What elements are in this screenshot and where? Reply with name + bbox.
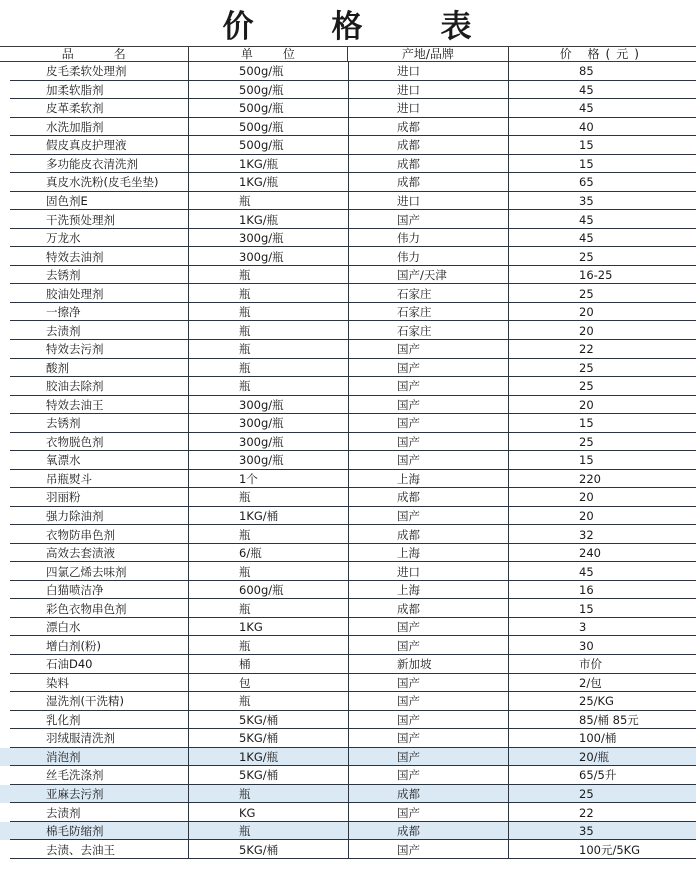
product-origin: 国产 (348, 840, 508, 859)
product-price: 240 (508, 544, 696, 563)
product-unit: 1个 (188, 470, 348, 489)
table-row (0, 451, 696, 470)
price-table-body (0, 62, 696, 859)
product-name: 去渍、去油王 (46, 842, 115, 857)
product-name: 石油D40 (46, 657, 93, 672)
product-unit: 500g/瓶 (188, 62, 348, 81)
product-name: 乳化剂 (46, 712, 81, 727)
product-name: 真皮水洗粉(皮毛坐垫) (46, 175, 159, 190)
product-unit: 瓶 (188, 692, 348, 711)
product-name: 羽丽粉 (46, 490, 81, 505)
product-name: 羽绒服清洗剂 (46, 731, 115, 746)
product-price: 32 (508, 525, 696, 544)
product-name: 丝毛洗涤剂 (46, 768, 104, 783)
product-name: 假皮真皮护理液 (46, 138, 127, 153)
product-name: 吊瓶熨斗 (46, 471, 92, 486)
product-name: 去渍剂 (46, 323, 81, 338)
table-row (0, 766, 696, 785)
table-row (0, 99, 696, 118)
product-origin: 国产 (348, 729, 508, 748)
product-origin: 成都 (348, 785, 508, 804)
product-origin: 成都 (348, 173, 508, 192)
table-row (0, 396, 696, 415)
product-price: 15 (508, 599, 696, 618)
table-row (0, 803, 696, 822)
product-name: 增白剂(粉) (46, 638, 101, 653)
product-unit: 瓶 (188, 636, 348, 655)
table-row (0, 433, 696, 452)
product-origin: 国产/天津 (348, 266, 508, 285)
product-name: 高效去套渍液 (46, 546, 115, 561)
product-unit: 300g/瓶 (188, 396, 348, 415)
product-origin: 国产 (348, 433, 508, 452)
product-price: 45 (508, 99, 696, 118)
product-unit: 瓶 (188, 359, 348, 378)
product-origin: 国产 (348, 340, 508, 359)
product-unit: 瓶 (188, 284, 348, 303)
product-price: 100元/5KG (508, 840, 696, 859)
product-unit: 瓶 (188, 562, 348, 581)
product-unit: 瓶 (188, 599, 348, 618)
table-row (0, 173, 696, 192)
product-origin: 成都 (348, 599, 508, 618)
product-name: 干洗预处理剂 (46, 212, 115, 227)
table-row (0, 247, 696, 266)
product-origin: 石家庄 (348, 303, 508, 322)
table-row (0, 118, 696, 137)
product-name: 衣物脱色剂 (46, 434, 104, 449)
product-unit: 500g/瓶 (188, 81, 348, 100)
product-name: 棉毛防缩剂 (46, 824, 104, 839)
product-unit: 5KG/桶 (188, 766, 348, 785)
product-name: 去锈剂 (46, 268, 81, 283)
header-price: 价 格(元) (508, 47, 696, 61)
product-price: 15 (508, 451, 696, 470)
product-name: 强力除油剂 (46, 509, 104, 524)
product-name: 皮革柔软剂 (46, 101, 104, 116)
product-unit: 瓶 (188, 192, 348, 211)
product-origin: 上海 (348, 544, 508, 563)
product-unit: 瓶 (188, 266, 348, 285)
product-origin: 进口 (348, 81, 508, 100)
table-row (0, 655, 696, 674)
product-origin: 国产 (348, 507, 508, 526)
table-row (0, 599, 696, 618)
product-name: 万龙水 (46, 231, 81, 246)
product-price: 100/桶 (508, 729, 696, 748)
table-header (0, 46, 696, 62)
product-price: 20/瓶 (508, 748, 696, 767)
product-origin: 成都 (348, 822, 508, 841)
product-origin: 国产 (348, 451, 508, 470)
product-origin: 石家庄 (348, 321, 508, 340)
product-unit: 1KG/桶 (188, 507, 348, 526)
table-row (0, 618, 696, 637)
product-origin: 成都 (348, 525, 508, 544)
product-name: 消泡剂 (46, 749, 81, 764)
table-row (0, 229, 696, 248)
product-name: 氧漂水 (46, 453, 81, 468)
product-price: 30 (508, 636, 696, 655)
product-unit: KG (188, 803, 348, 822)
product-origin: 进口 (348, 62, 508, 81)
product-unit: 500g/瓶 (188, 99, 348, 118)
table-row (0, 266, 696, 285)
table-row (0, 284, 696, 303)
product-price: 25 (508, 377, 696, 396)
table-row (0, 507, 696, 526)
table-row (0, 155, 696, 174)
table-row (0, 359, 696, 378)
table-row (0, 340, 696, 359)
product-price: 45 (508, 229, 696, 248)
product-origin: 伟力 (348, 229, 508, 248)
product-price: 65/5升 (508, 766, 696, 785)
product-price: 15 (508, 155, 696, 174)
table-row (0, 81, 696, 100)
product-unit: 300g/瓶 (188, 414, 348, 433)
product-origin: 国产 (348, 396, 508, 415)
product-origin: 国产 (348, 618, 508, 637)
product-name: 去渍剂 (46, 805, 81, 820)
product-name: 固色剂E (46, 193, 88, 208)
product-name: 去锈剂 (46, 416, 81, 431)
table-row (0, 692, 696, 711)
product-unit: 瓶 (188, 340, 348, 359)
table-row (0, 470, 696, 489)
product-origin: 进口 (348, 192, 508, 211)
product-origin: 石家庄 (348, 284, 508, 303)
product-unit: 300g/瓶 (188, 433, 348, 452)
product-origin: 国产 (348, 692, 508, 711)
product-name: 一擦净 (46, 305, 81, 320)
product-name: 皮毛柔软处理剂 (46, 64, 127, 79)
table-row (0, 377, 696, 396)
table-row (0, 562, 696, 581)
product-origin: 国产 (348, 766, 508, 785)
table-row (0, 488, 696, 507)
product-price: 15 (508, 136, 696, 155)
product-origin: 国产 (348, 414, 508, 433)
table-row (0, 785, 696, 804)
table-row (0, 544, 696, 563)
product-unit: 瓶 (188, 321, 348, 340)
product-price: 22 (508, 340, 696, 359)
product-price: 85 (508, 62, 696, 81)
product-unit: 1KG/瓶 (188, 155, 348, 174)
table-row (0, 636, 696, 655)
table-row (0, 748, 696, 767)
product-unit: 瓶 (188, 822, 348, 841)
product-unit: 500g/瓶 (188, 118, 348, 137)
product-price: 16 (508, 581, 696, 600)
product-unit: 1KG/瓶 (188, 210, 348, 229)
product-unit: 瓶 (188, 525, 348, 544)
product-unit: 包 (188, 674, 348, 693)
product-name: 湿洗剂(干洗精) (46, 694, 124, 709)
product-name: 白猫喷洁净 (46, 583, 104, 598)
product-price: 20 (508, 303, 696, 322)
product-price: 85/桶 85元 (508, 711, 696, 730)
title-char-1: 价 (222, 8, 256, 45)
table-row (0, 840, 696, 859)
table-row (0, 729, 696, 748)
product-unit: 1KG/瓶 (188, 748, 348, 767)
product-name: 酸剂 (46, 360, 69, 375)
product-unit: 6/瓶 (188, 544, 348, 563)
product-unit: 500g/瓶 (188, 136, 348, 155)
table-row (0, 674, 696, 693)
product-unit: 瓶 (188, 377, 348, 396)
product-origin: 进口 (348, 562, 508, 581)
product-unit: 瓶 (188, 303, 348, 322)
product-name: 漂白水 (46, 620, 81, 635)
table-row (0, 136, 696, 155)
table-row (0, 210, 696, 229)
table-row (0, 321, 696, 340)
product-name: 四氯乙烯去味剂 (46, 564, 127, 579)
header-unit: 单位 (188, 47, 348, 61)
product-price: 16-25 (508, 266, 696, 285)
product-origin: 伟力 (348, 247, 508, 266)
table-row (0, 581, 696, 600)
product-price: 220 (508, 470, 696, 489)
product-unit: 5KG/桶 (188, 711, 348, 730)
product-price: 35 (508, 822, 696, 841)
table-row (0, 525, 696, 544)
table-row (0, 822, 696, 841)
product-price: 45 (508, 81, 696, 100)
product-origin: 国产 (348, 636, 508, 655)
product-unit: 300g/瓶 (188, 229, 348, 248)
product-price: 20 (508, 396, 696, 415)
product-origin: 上海 (348, 581, 508, 600)
product-price: 25 (508, 247, 696, 266)
product-price: 2/包 (508, 674, 696, 693)
product-price: 15 (508, 414, 696, 433)
header-origin: 产地/品牌 (347, 47, 507, 61)
product-price: 22 (508, 803, 696, 822)
product-origin: 上海 (348, 470, 508, 489)
product-unit: 1KG (188, 618, 348, 637)
product-name: 加柔软脂剂 (46, 82, 104, 97)
product-origin: 成都 (348, 118, 508, 137)
product-name: 衣物防串色剂 (46, 527, 115, 542)
product-unit: 瓶 (188, 785, 348, 804)
product-origin: 国产 (348, 748, 508, 767)
product-unit: 瓶 (188, 488, 348, 507)
product-name: 染料 (46, 675, 69, 690)
product-price: 20 (508, 321, 696, 340)
product-price: 35 (508, 192, 696, 211)
product-price: 25 (508, 359, 696, 378)
product-origin: 国产 (348, 803, 508, 822)
product-price: 65 (508, 173, 696, 192)
header-name: 品名 (61, 47, 166, 61)
table-row (0, 192, 696, 211)
product-price: 45 (508, 210, 696, 229)
product-price: 20 (508, 488, 696, 507)
product-price: 25/KG (508, 692, 696, 711)
product-unit: 桶 (188, 655, 348, 674)
product-name: 多功能皮衣清洗剂 (46, 156, 138, 171)
product-origin: 成都 (348, 136, 508, 155)
product-unit: 5KG/桶 (188, 729, 348, 748)
product-price: 40 (508, 118, 696, 137)
product-unit: 1KG/瓶 (188, 173, 348, 192)
product-name: 特效去油剂 (46, 249, 104, 264)
product-price: 25 (508, 433, 696, 452)
product-name: 亚麻去污剂 (46, 786, 104, 801)
table-row (0, 711, 696, 730)
product-origin: 新加坡 (348, 655, 508, 674)
title-char-3: 表 (440, 8, 474, 45)
product-origin: 进口 (348, 99, 508, 118)
product-unit: 600g/瓶 (188, 581, 348, 600)
product-origin: 国产 (348, 210, 508, 229)
product-price: 3 (508, 618, 696, 637)
product-origin: 国产 (348, 674, 508, 693)
product-unit: 5KG/桶 (188, 840, 348, 859)
product-name: 特效去油王 (46, 397, 104, 412)
page-title (0, 0, 696, 46)
product-name: 水洗加脂剂 (46, 119, 104, 134)
product-name: 胶油去除剂 (46, 379, 104, 394)
product-name: 特效去污剂 (46, 342, 104, 357)
table-row (0, 62, 696, 81)
product-price: 市价 (508, 655, 696, 674)
table-row (0, 303, 696, 322)
product-price: 45 (508, 562, 696, 581)
product-price: 25 (508, 284, 696, 303)
product-name: 彩色衣物串色剂 (46, 601, 127, 616)
product-origin: 国产 (348, 711, 508, 730)
product-origin: 国产 (348, 359, 508, 378)
product-unit: 300g/瓶 (188, 247, 348, 266)
product-unit: 300g/瓶 (188, 451, 348, 470)
product-origin: 成都 (348, 488, 508, 507)
product-origin: 国产 (348, 377, 508, 396)
product-origin: 成都 (348, 155, 508, 174)
product-name: 胶油处理剂 (46, 286, 104, 301)
table-row (0, 414, 696, 433)
title-char-2: 格 (331, 8, 365, 45)
product-price: 20 (508, 507, 696, 526)
product-price: 25 (508, 785, 696, 804)
